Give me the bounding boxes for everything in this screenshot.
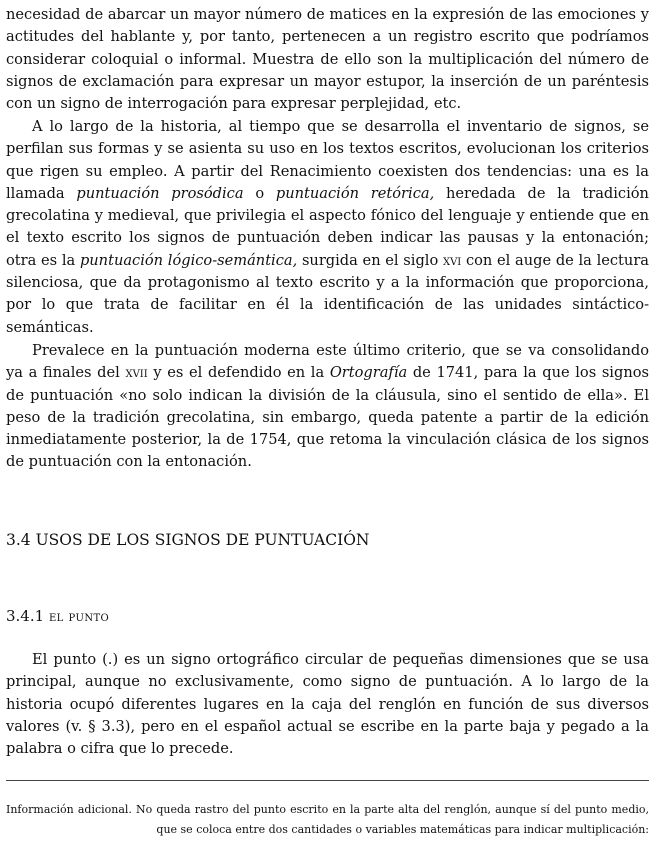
term-logical-semantic-punctuation: puntuación lógico-semántica,: [79, 251, 298, 269]
text-run: o: [243, 184, 276, 202]
paragraph-emotions-continuation: necesidad de abarcar un mayor número de matices en la expresión de las emociones y actitudes del hablante y, por tanto, pertenecen a un registro escrito que podríamos considerar coloquial o informal. Muestra de ello son la multiplicación del número de signos de exclamación para expresar un mayor estupor, la inserción de un paréntesis con un signo de interrogación para expresar perplejidad, etc.: [6, 6, 649, 113]
text-run: Prevalece en la puntuación moderna este último criterio, que se va consolidando ya a finales del: [6, 342, 649, 382]
text-run: con el auge de la lectura silenciosa, que da protagonismo al texto escrito y a la información que proporciona, por lo que trata de facilitar en él la identificación de las unidades sintáctico-semánticas.: [6, 251, 649, 336]
subsection-title: el punto: [48, 609, 110, 625]
paragraph-el-punto: El punto (.) es un signo ortográfico circular de pequeñas dimensiones que se usa principal, aunque no exclusivamente, como signo de puntuación. A lo largo de la historia ocupó diferentes lugares en la caja del renglón en función de sus diversos valores (v. § 3.3), pero en el español actual se escribe en la parte baja y pegado a la palabra o cifra que lo precede.: [6, 651, 649, 758]
footnote-divider: [6, 780, 649, 781]
text-run: heredada de la tradición grecolatina y medieval, que privilegia el aspecto fónico del lenguaje y entiende que en el texto escrito los signos de puntuación deben indicar las pausas y la entonación; otra es la: [6, 184, 649, 269]
subsection-heading: [6, 607, 109, 625]
book-title-ortografia: Ortografía: [329, 364, 408, 382]
century-numeral: xvii: [125, 364, 148, 382]
section-heading: 3.4 USOS DE LOS SIGNOS DE PUNTUACIÓN: [6, 531, 370, 549]
term-prosodic-punctuation: puntuación prosódica: [76, 184, 244, 202]
paragraph-modern-punctuation: [6, 340, 649, 474]
footnote-additional-info: Información adicional. No queda rastro del punto escrito en la parte alta del renglón, aunque sí del punto medio, que se coloca entre dos cantidades o variables matemáticas para indicar multiplicación:: [6, 803, 649, 836]
term-rhetorical-punctuation: puntuación retórica,: [275, 184, 435, 202]
text-run: surgida en el siglo: [297, 251, 443, 269]
text-run: de 1741, para la que los signos de puntuación «no solo indican la división de la cláusula, sino el sentido de ella». El peso de la tradición grecolatina, sin embargo, queda patente a partir de la edición inmediatamente posterior, la de 1754, que retoma la vinculación clásica de los signos de puntuación con la entonación.: [6, 364, 649, 471]
text-run: y es el defendido en la: [147, 364, 330, 382]
text-run: A lo largo de la historia, al tiempo que se desarrolla el inventario de signos, se perfilan sus formas y se asienta su uso en los textos escritos, evolucionan los criterios que rigen su empleo. A partir del Renacimiento coexisten dos tendencias: una es la llamada: [6, 118, 649, 202]
subsection-number: 3.4.1: [6, 607, 45, 625]
century-numeral: xvi: [442, 251, 462, 269]
paragraph-punctuation-history: [6, 116, 649, 339]
